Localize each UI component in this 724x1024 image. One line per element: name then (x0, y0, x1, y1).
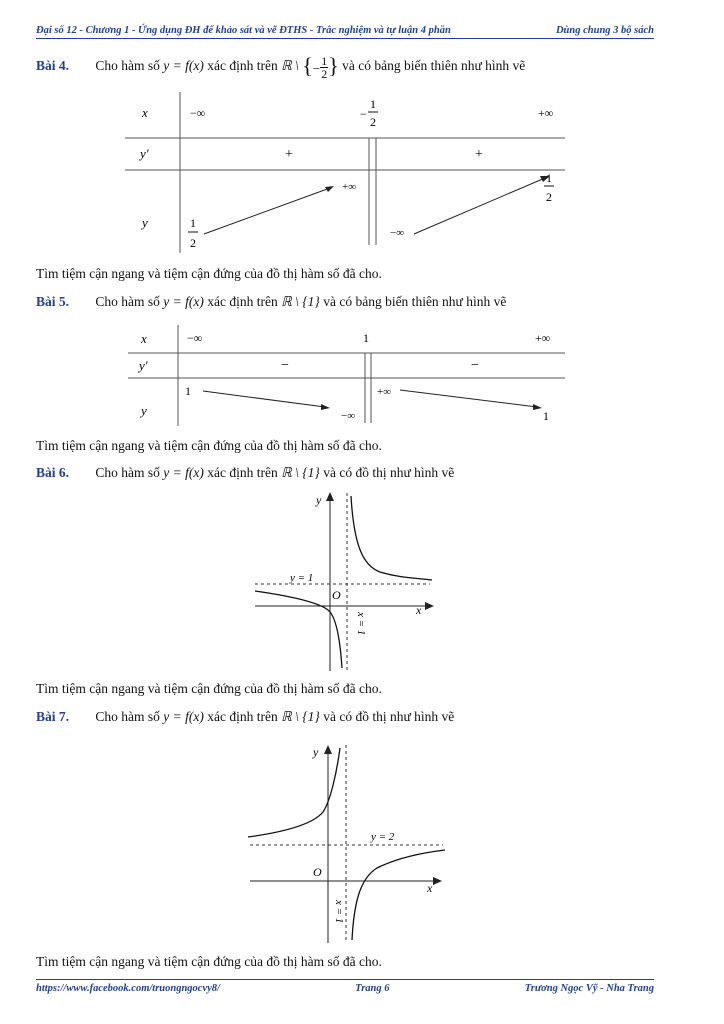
bai6-label: Bài 6. (36, 465, 70, 480)
bai4-label: Bài 4. (36, 57, 70, 73)
sign-right: + (475, 147, 483, 162)
bai7-tail: và có đồ thị như hình vẽ (323, 709, 455, 724)
table-y-label: y (141, 403, 147, 418)
x-mid: 1 (363, 331, 369, 345)
table-x-label: x (142, 105, 148, 120)
bai6-func: y = f(x) (163, 465, 204, 480)
footer-author: Trương Ngọc Vỹ - Nha Trang (524, 983, 654, 994)
sign-left: − (281, 358, 289, 373)
x-mid-sign: − (360, 107, 367, 121)
y-start-num: 1 (190, 216, 196, 230)
bai4-variation-table (120, 90, 570, 255)
y-end: 1 (543, 409, 549, 423)
y-left-end: +∞ (342, 181, 357, 193)
bai4-func: y = f(x) (163, 57, 204, 73)
table-yprime-label: y′ (139, 358, 148, 373)
x-mid-num: 1 (370, 97, 376, 111)
h-asym-label: y = 1 (290, 572, 314, 584)
bai6-domain-text: xác định trên (207, 465, 278, 480)
bai5-variation-table (125, 323, 570, 428)
table-x-label: x (141, 331, 147, 346)
y-end-num: 1 (546, 171, 552, 185)
x-right: +∞ (535, 331, 551, 345)
bai4-domain-set: ℝ \ (281, 57, 299, 73)
y-left-end: −∞ (341, 410, 356, 422)
x-left: −∞ (187, 331, 203, 345)
bai4-question: Tìm tiệm cận ngang và tiệm cận đứng của đồ thị hàm số đã cho. (36, 266, 382, 281)
page-header (36, 25, 654, 39)
bai5-label: Bài 5. (36, 294, 70, 309)
left-branch (248, 748, 340, 837)
bai4-excluded-frac (320, 55, 328, 80)
bai5-question: Tìm tiệm cận ngang và tiệm cận đứng của đồ thị hàm số đã cho. (36, 438, 382, 453)
y-start: 1 (185, 384, 191, 398)
bai4-tail: và có bảng biến thiên như hình vẽ (342, 57, 526, 73)
bai4-intro: Cho hàm số (95, 57, 160, 73)
x-left: −∞ (190, 106, 206, 120)
origin-label: O (332, 588, 341, 602)
v-asym-label: x = 1 (333, 900, 345, 924)
y-right-start: +∞ (377, 386, 392, 398)
frac-num: 1 (321, 54, 328, 69)
y-end-den: 2 (546, 190, 552, 204)
decrease-arrow-right (400, 390, 537, 407)
bai5-func: y = f(x) (163, 294, 204, 309)
bai6-graph (250, 488, 440, 673)
bai6-tail: và có đồ thị như hình vẽ (323, 465, 455, 480)
y-right-start: −∞ (390, 227, 405, 239)
page-footer (36, 979, 654, 994)
bai7-domain-set: ℝ \ {1} (281, 709, 320, 724)
v-asym-label: x = 1 (355, 612, 367, 636)
bai6-statement (36, 465, 454, 481)
frac-den: 2 (321, 67, 328, 82)
bai4-domain-text: xác định trên (207, 57, 278, 73)
sign-right: − (471, 358, 479, 373)
bai4-statement (36, 53, 525, 80)
bai7-func: y = f(x) (163, 709, 204, 724)
increase-arrow-left (204, 188, 330, 234)
x-mid-den: 2 (370, 115, 376, 129)
bai5-domain-text: xác định trên (207, 294, 278, 309)
decrease-arrow-left (203, 391, 325, 407)
x-axis-label: x (427, 881, 433, 895)
left-branch (255, 591, 342, 668)
y-axis-label: y (313, 745, 319, 759)
sign-left: + (285, 147, 293, 162)
bai7-domain-text: xác định trên (207, 709, 278, 724)
header-title: Đại số 12 - Chương 1 - Ứng dụng ĐH để khảo sát và vẽ ĐTHS - Trắc nghiệm và tự luận 4 phần (36, 25, 451, 36)
header-series: Dùng chung 3 bộ sách (555, 25, 654, 36)
page-number: Trang 6 (355, 983, 390, 994)
bai4-excluded-set: {− $\frac{1}{2}$ } (302, 53, 339, 82)
bai5-statement (36, 294, 506, 310)
footer-link[interactable]: https://www.facebook.com/truongngocvy8/ (36, 983, 220, 994)
bai6-question: Tìm tiệm cận ngang và tiệm cận đứng của đồ thị hàm số đã cho. (36, 681, 382, 696)
bai5-tail: và có bảng biến thiên như hình vẽ (323, 294, 507, 309)
bai5-domain-set: ℝ \ {1} (281, 294, 320, 309)
bai6-domain-set: ℝ \ {1} (281, 465, 320, 480)
x-axis-label: x (416, 603, 422, 617)
bai4-minus: − (312, 61, 321, 76)
origin-label: O (313, 865, 322, 879)
bai6-intro: Cho hàm số (95, 465, 160, 480)
bai7-question: Tìm tiệm cận ngang và tiệm cận đứng của đồ thị hàm số đã cho. (36, 954, 382, 969)
h-asym-label: y = 2 (371, 831, 395, 843)
right-branch (352, 850, 445, 940)
increase-arrow-right (414, 178, 545, 234)
bai5-intro: Cho hàm số (95, 294, 160, 309)
y-start-den: 2 (190, 236, 196, 250)
table-yprime-label: y′ (140, 146, 149, 161)
bai7-graph (245, 740, 450, 945)
table-y-label: y (142, 215, 148, 230)
bai7-statement (36, 709, 454, 725)
bai7-label: Bài 7. (36, 709, 70, 724)
bai7-intro: Cho hàm số (95, 709, 160, 724)
y-axis-label: y (316, 493, 322, 507)
x-right: +∞ (538, 106, 554, 120)
right-branch (351, 496, 432, 580)
